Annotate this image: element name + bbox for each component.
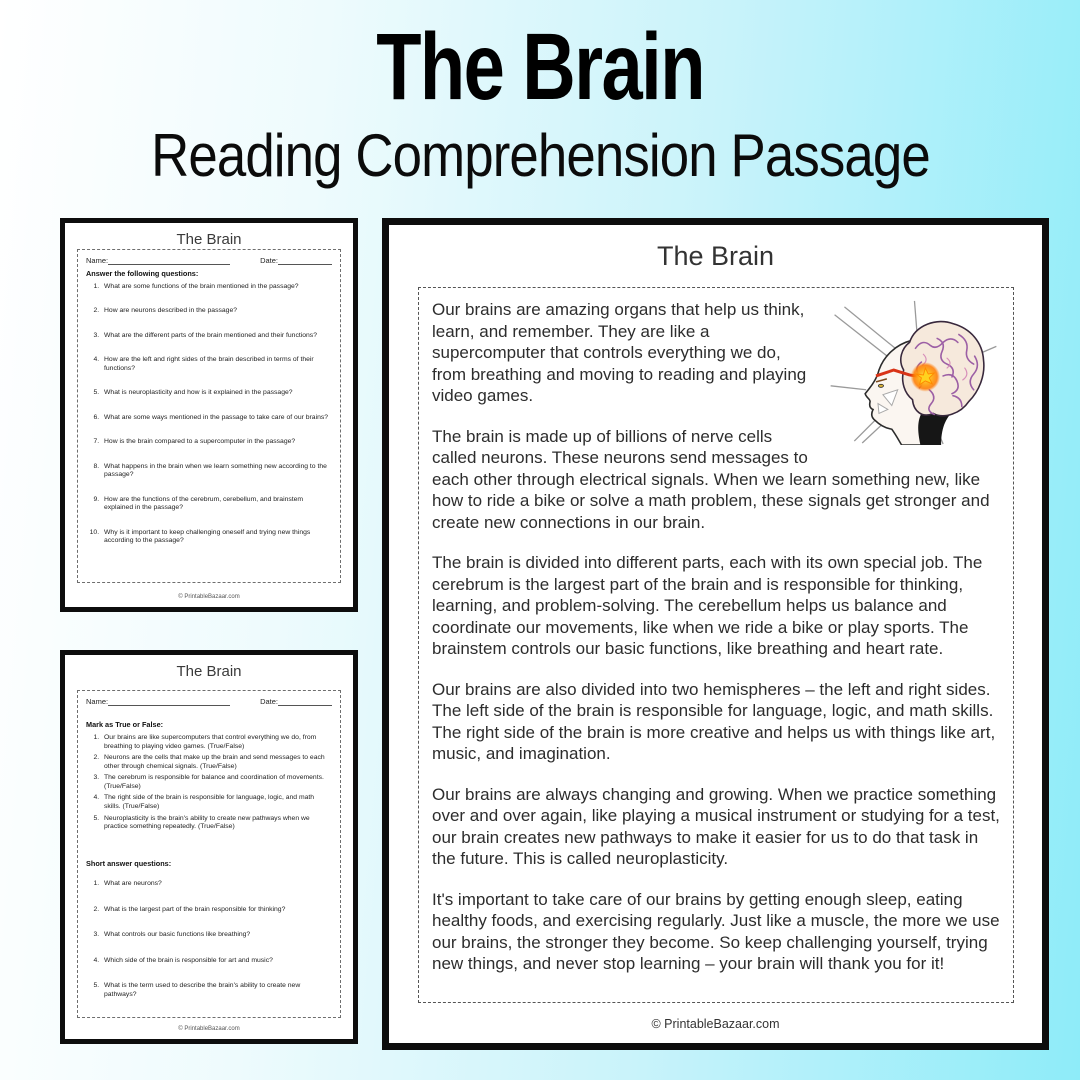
poster-subtitle bbox=[0, 122, 1080, 189]
poster-subtitle-text: Reading Comprehension Passage bbox=[150, 122, 930, 189]
date-blank-line bbox=[278, 697, 332, 706]
name-label: Name: bbox=[86, 256, 109, 265]
questions-page-dashed-box bbox=[77, 249, 341, 583]
truefalse-item: 3. The cerebrum is responsible for balance and coordination of movements. (True/False) bbox=[101, 774, 332, 792]
name-label: Name: bbox=[86, 697, 109, 706]
passage-paragraph: Our brains are also divided into two hemispheres – the left and right sides. The left side of the brain is responsible for language, logic, and math skills. The right side of the brain is more creative and helps us with things like art, music, and imagination. bbox=[432, 679, 996, 763]
poster-title bbox=[0, 14, 1080, 120]
passage-paragraph: Our brains are always changing and growing. When we practice something over and over again, like playing a musical instrument or studying for a test, our brain creates new pathways to make it easier for us to do that task in the future. This is called neuroplasticity. bbox=[432, 784, 1000, 868]
date-label: Date: bbox=[260, 256, 278, 265]
question-item: 9. How are the functions of the cerebrum, cerebellum, and brainstem explained in the passage? bbox=[101, 496, 332, 513]
question-item: 10. Why is it important to keep challenging oneself and trying new things according to the passage? bbox=[101, 529, 332, 546]
question-item: 1. What are some functions of the brain mentioned in the passage? bbox=[101, 283, 332, 291]
date-label: Date: bbox=[260, 697, 278, 706]
page-footer-copyright: © PrintableBazaar.com bbox=[178, 594, 240, 600]
short-answer-list bbox=[86, 880, 332, 999]
truefalse-page-dashed-box bbox=[77, 690, 341, 1018]
passage-page bbox=[382, 218, 1049, 1050]
short-answer-item: 3. What controls our basic functions like breathing? bbox=[101, 931, 332, 939]
short-answer-item: 4. Which side of the brain is responsible for art and music? bbox=[101, 957, 332, 965]
short-answer-item: 2. What is the largest part of the brain responsible for thinking? bbox=[101, 906, 332, 914]
question-item: 6. What are some ways mentioned in the passage to take care of our brains? bbox=[101, 414, 332, 422]
questions-list bbox=[86, 283, 332, 546]
name-blank-line bbox=[108, 697, 230, 706]
passage-page-title: The Brain bbox=[656, 241, 775, 271]
passage-paragraph: Our brains are amazing organs that help us think, learn, and remember. They are like a supercomputer that controls everything we do, from breathing and moving to reading and playing video games. bbox=[432, 300, 807, 405]
question-item: 2. How are neurons described in the passage? bbox=[101, 307, 332, 315]
truefalse-heading: Mark as True or False: bbox=[86, 720, 164, 729]
truefalse-page-thumbnail bbox=[60, 650, 358, 1044]
page-footer-copyright: © PrintableBazaar.com bbox=[651, 1017, 780, 1031]
name-blank-line bbox=[108, 256, 230, 265]
question-item: 5. What is neuroplasticity and how is it explained in the passage? bbox=[101, 389, 332, 397]
passage-dashed-box bbox=[418, 287, 1014, 1003]
truefalse-list bbox=[86, 734, 332, 832]
name-date-row bbox=[86, 697, 332, 706]
passage-paragraph: The brain is made up of billions of nerve cells called neurons. These neurons send messages to each other through electrical signals. When we learn something new, like how to ride a bike or solve a math problem, these signals get stronger and create new connections in our brain. bbox=[432, 426, 990, 532]
truefalse-item: 1. Our brains are like supercomputers that control everything we do, from breathing to playing video games. (True/False) bbox=[101, 734, 332, 752]
date-blank-line bbox=[278, 256, 332, 265]
truefalse-item: 4. The right side of the brain is responsible for language, logic, and math skills. (True/False) bbox=[101, 794, 332, 812]
page-footer-copyright: © PrintableBazaar.com bbox=[178, 1026, 240, 1032]
passage-paragraph: It's important to take care of our brains by getting enough sleep, eating healthy foods, and exercising regularly. Just like a muscle, the more we use our brains, the stronger they become. So keep challenging yourself, trying new things, and never stop learning – your brain will thank you for it! bbox=[432, 889, 1000, 973]
questions-page-title: The Brain bbox=[176, 231, 242, 248]
question-item: 7. How is the brain compared to a supercomputer in the passage? bbox=[101, 438, 332, 446]
questions-page-thumbnail bbox=[60, 218, 358, 612]
short-answer-item: 1. What are neurons? bbox=[101, 880, 332, 888]
passage-paragraph: The brain is divided into different parts, each with its own special job. The cerebrum is the largest part of the brain and is responsible for thinking, learning, and problem-solving. The cerebellum helps us balance and coordinate our movements, like when we ride a bike or play sports. The brainstem controls our basic functions, like breathing and heart rate. bbox=[432, 553, 983, 658]
truefalse-item: 5. Neuroplasticity is the brain's ability to create new pathways when we practice something repeatedly. (True/False) bbox=[101, 815, 332, 833]
truefalse-item: 2. Neurons are the cells that make up the brain and send messages to each other through chemical signals. (True/False) bbox=[101, 754, 332, 772]
question-item: 3. What are the different parts of the brain mentioned and their functions? bbox=[101, 332, 332, 340]
poster-title-text: The Brain bbox=[376, 14, 704, 120]
question-item: 8. What happens in the brain when we learn something new according to the passage? bbox=[101, 463, 332, 480]
short-answer-heading: Short answer questions: bbox=[86, 859, 172, 869]
question-item: 4. How are the left and right sides of the brain described in terms of their functions? bbox=[101, 356, 332, 373]
brain-head-profile-illustration bbox=[826, 299, 1000, 445]
questions-section-heading: Answer the following questions: bbox=[86, 269, 199, 278]
truefalse-page-title: The Brain bbox=[176, 663, 242, 680]
name-date-row bbox=[86, 256, 332, 265]
short-answer-item: 5. What is the term used to describe the brain's ability to create new pathways? bbox=[101, 982, 332, 999]
